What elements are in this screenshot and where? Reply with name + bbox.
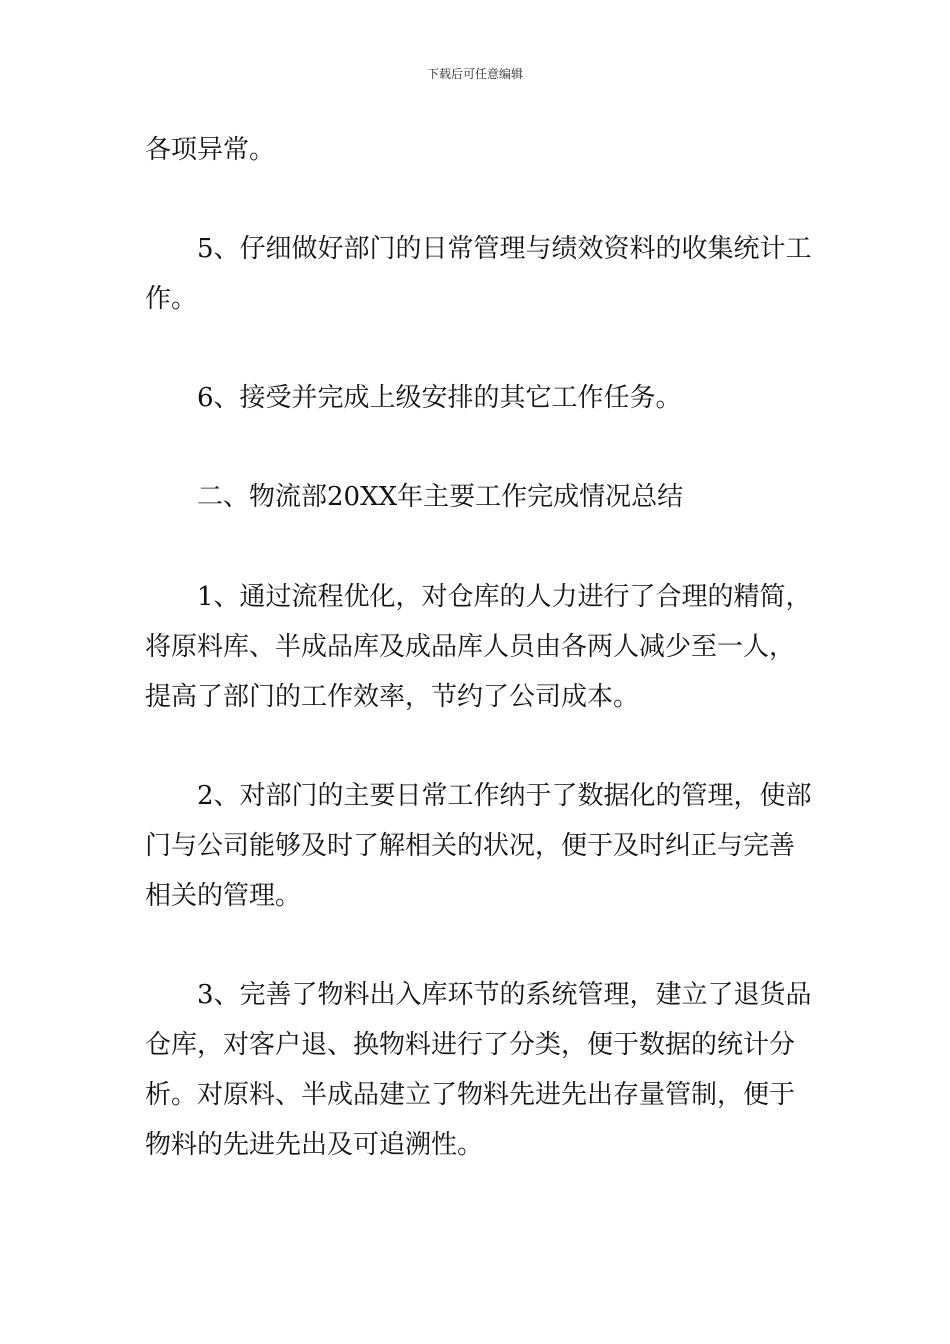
paragraph-continuation (145, 125, 809, 175)
paragraph-item-3 (145, 970, 812, 1170)
page-header: 下载后可任意编辑 (426, 67, 523, 81)
text-line: 门与公司能够及时了解相关的状况，便于及时纠正与完善 (145, 831, 796, 861)
paragraph-item-2 (145, 771, 812, 921)
text-line: 提高了部门的工作效率，节约了公司成本。 (145, 682, 640, 712)
text-line: 将原料库、半成品库及成品库人员由各两人减少至一人， (145, 632, 796, 662)
text-line: 3、完善了物料出入库环节的系统管理，建立了退货品 (197, 980, 812, 1010)
paragraph-item-1 (145, 572, 812, 722)
text-line: 二、物流部20XX年主要工作完成情况总结 (197, 482, 684, 512)
text-line: 作。 (145, 284, 198, 314)
text-line: 6、接受并完成上级安排的其它工作任务。 (197, 383, 682, 413)
text-line: 仓库，对客户退、换物料进行了分类，便于数据的统计分 (145, 1030, 796, 1060)
paragraph-item-6 (145, 373, 809, 423)
text-line: 5、仔细做好部门的日常管理与绩效资料的收集统计工 (197, 234, 812, 264)
text-line: 各项异常。 (145, 135, 276, 165)
text-line: 相关的管理。 (145, 881, 302, 911)
text-line: 物料的先进先出及可追溯性。 (145, 1130, 484, 1160)
section-heading (145, 472, 809, 522)
text-line: 析。对原料、半成品建立了物料先进先出存量管制，便于 (145, 1080, 796, 1110)
paragraph-item-5 (145, 224, 812, 324)
text-line: 1、通过流程优化，对仓库的人力进行了合理的精简， (197, 582, 812, 612)
text-line: 2、对部门的主要日常工作纳于了数据化的管理，使部 (197, 781, 812, 811)
